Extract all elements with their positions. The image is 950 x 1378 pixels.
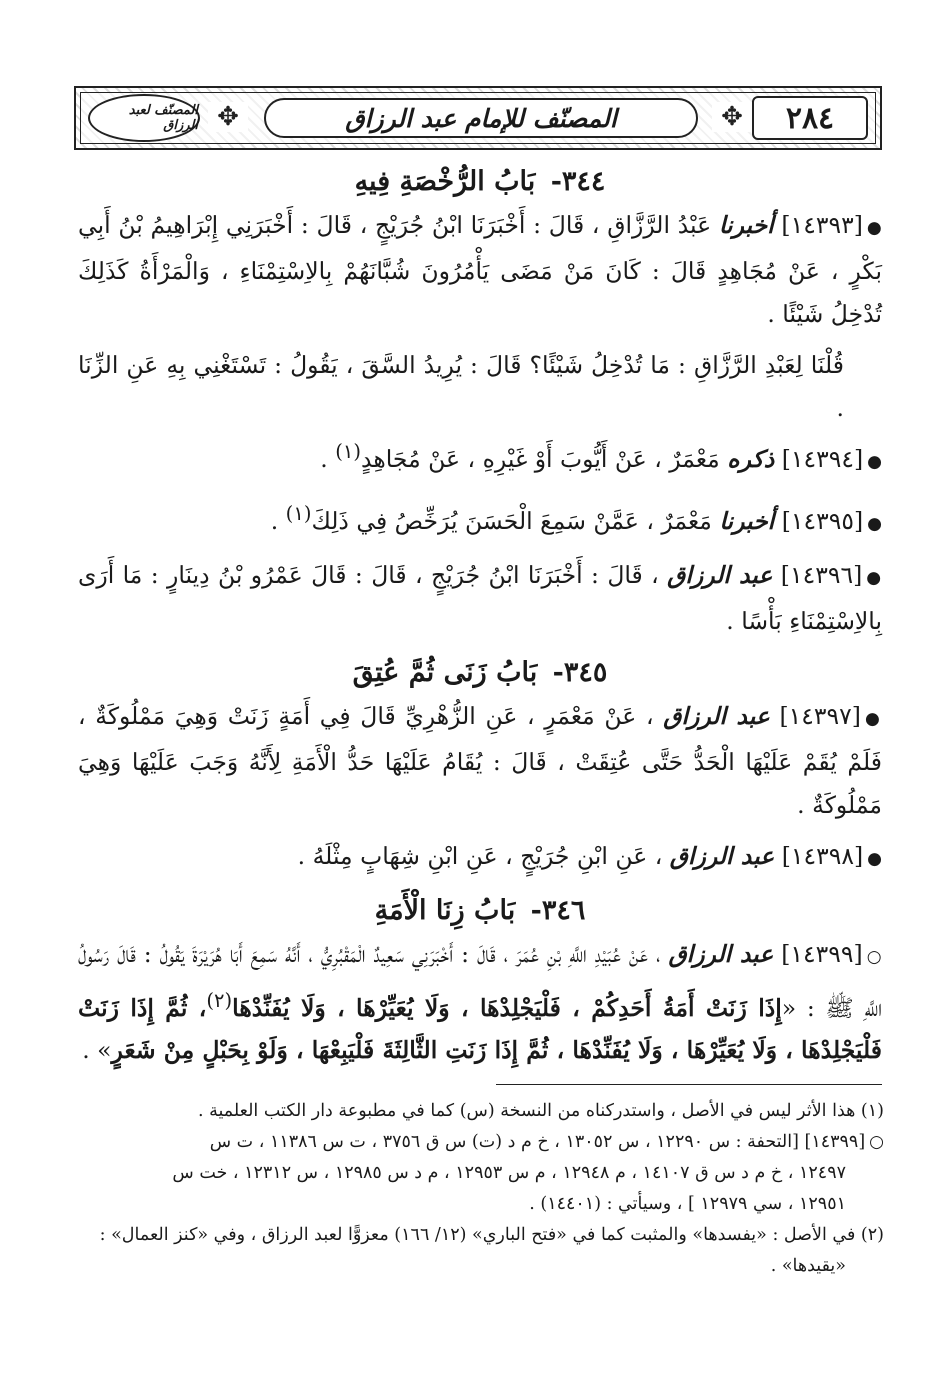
prophetic-text: إِذَا زَنَتْ أَمَةُ أَحَدِكُمْ ، فَلْيَجْلِدْهَا ، وَلَا يُعَيِّرْهَا ، وَلَا يُفَنِّدْهَا xyxy=(232,993,782,1022)
ornament-icon: ✥ xyxy=(208,102,248,132)
footnotes xyxy=(78,1096,884,1282)
book-seal xyxy=(88,94,200,142)
hadith-entry xyxy=(78,835,882,881)
hadith-number: [١٤٣٩٧] xyxy=(779,701,861,730)
chapter-number: ٣٤٦- xyxy=(530,894,586,926)
footnote-marker: (٢) xyxy=(206,988,233,1012)
hadith-text: مَعْمَرٌ ، عَنْ أَيُّوبَ أَوْ غَيْرِهِ ، عَنْ مُجَاهِدٍ xyxy=(361,444,720,473)
hadith-text: مَعْمَرٌ ، عَمَّنْ سَمِعَ الْحَسَنَ يُرَخِّصُ فِي ذَلِكَ xyxy=(311,506,712,535)
running-title-cartouche xyxy=(264,98,698,138)
isnad-lead: عبد الرزاق xyxy=(663,701,770,730)
filled-bullet-icon: ● xyxy=(866,218,882,238)
hadith-entry xyxy=(78,204,882,336)
hadith-number: [١٤٣٩٨] xyxy=(781,841,864,870)
hadith-text: ، قَالَ : أَخْبَرَنَا ابْنُ جُرَيْجٍ ، قَالَ : قَالَ عَمْرُو بْنُ دِينَارٍ : مَا أَرَى بِالاِسْتِمْنَاءِ بَأْسًا . xyxy=(78,560,882,635)
footnote-marker: (١) xyxy=(285,501,312,525)
ornament-icon: ✥ xyxy=(712,102,752,132)
hadith-number: [١٤٣٩٥] xyxy=(781,506,864,535)
hadith-entry xyxy=(78,933,882,1073)
hadith-text: عَبْدُ الرَّزَّاقِ ، قَالَ : أَخْبَرَنَا ابْنُ جُرَيْجٍ ، قَالَ : أَخْبَرَنِي إِبْرَاهِيمُ بْنُ أَبِي بَكْرٍ ، عَنْ مُجَاهِدٍ قَالَ : كَانَ مَنْ مَضَى يَأْمُرُونَ شُبَّانَهُمْ بِالاِسْتِمْنَاءِ ، وَالْمَرْأَةُ كَذَلِكَ تُدْخِلُ شَيْئًا . xyxy=(78,211,882,328)
chapter-number: ٣٤٥- xyxy=(552,656,608,688)
chapter-title: بَابُ زَنَى ثُمَّ عُتِقَ xyxy=(352,656,538,688)
chapter-title: بَابُ زِنَا الْأَمَةِ xyxy=(374,894,516,926)
hadith-text: ، عَنِ ابْنِ جُرَيْجٍ ، عَنِ ابْنِ شِهَابٍ مِثْلَهُ . xyxy=(297,841,663,870)
hadith-entry xyxy=(78,554,882,643)
filled-bullet-icon: ● xyxy=(864,708,882,729)
hadith-entry xyxy=(78,430,882,484)
chapter-heading xyxy=(78,889,882,933)
hadith-entry xyxy=(78,695,882,827)
page-number: ٢٨٤ xyxy=(785,100,835,136)
prophetic-text-continued: ، ثُمَّ إِذَا زَنَتْ فَلْيَجْلِدْهَا ، وَلَا يُعَيِّرْهَا ، وَلَا يُفَنِّدْهَا ، ثُمَّ إِذَا زَنَتِ الثَّالِثَةَ فَلْيَبِعْهَا ، وَلَوْ بِحَبْلٍ مِنْ شَعَرٍ xyxy=(78,993,882,1065)
hadith-number: [١٤٣٩٩] xyxy=(781,939,863,968)
chapter-heading xyxy=(78,651,882,695)
sentence-end: . xyxy=(270,506,286,535)
takhrij-note-line xyxy=(78,1127,884,1158)
footnote-2: (٢) في الأصل : «يفسدها» والمثبت كما في «فتح الباري» (١٢/ ١٦٦) معزوًّا لعبد الرزاق ، وفي «كنز العمال» : xyxy=(99,1225,884,1245)
isnad-lead: أخبرنا xyxy=(719,506,775,535)
hadith-number: [١٤٣٩٣] xyxy=(781,211,863,239)
hadith-number: [١٤٣٩٤] xyxy=(781,444,864,473)
isnad-lead: عبد الرزاق xyxy=(667,560,773,589)
footnote-divider xyxy=(496,1084,882,1085)
hollow-bullet-icon: ○ xyxy=(869,1132,884,1152)
footnote-1: (١) هذا الأثر ليس في الأصل ، واستدركناه من النسخة (س) كما في مطبوعة دار الكتب العلمية . xyxy=(197,1101,884,1121)
hadith-text: ، عَنْ مَعْمَرٍ ، عَنِ الزُّهْرِيِّ قَالَ فِي أَمَةٍ زَنَتْ وَهِيَ مَمْلُوكَةٌ ، فَلَمْ يُقَمْ عَلَيْهَا الْحَدُّ حَتَّى عُتِقَتْ ، قَالَ : يُقَامُ عَلَيْهَا حَدُّ الْأَمَةِ لِأَنَّهُ وَجَبَ عَلَيْهَا وَهِيَ مَمْلُوكَةٌ . xyxy=(78,701,882,819)
isnad-lead: ذكره xyxy=(727,444,775,473)
isnad-lead: عبد الرزاق xyxy=(669,841,775,870)
filled-bullet-icon: ● xyxy=(867,451,882,472)
page-number-box xyxy=(752,96,868,140)
chapter-number: ٣٤٤- xyxy=(550,166,606,197)
commentary-paragraph xyxy=(78,344,882,430)
chapter-title: بَابُ الرُّخْصَةِ فِيهِ xyxy=(354,166,536,197)
main-text xyxy=(78,160,882,1072)
hadith-entry xyxy=(78,492,882,546)
hollow-bullet-icon: ○ xyxy=(866,946,882,967)
filled-bullet-icon: ● xyxy=(867,513,882,534)
quote-close: » . xyxy=(82,1036,112,1065)
seal-text: المصنّف لعبد الرزاق xyxy=(128,103,198,133)
filled-bullet-icon: ● xyxy=(867,848,882,869)
page-header xyxy=(74,86,882,150)
filled-bullet-icon: ● xyxy=(866,567,882,588)
takhrij-text: [١٤٣٩٩] [التحفة : س ١٢٢٩٠ ، س ١٣٠٥٢ ، خ م د (ت) س ق ٣٧٥٦ ، ت س ١١٣٨٦ ، ت س xyxy=(209,1132,866,1152)
running-title: المصنّف للإمام عبد الرزاق xyxy=(345,103,617,133)
footnote-marker: (١) xyxy=(335,440,362,463)
isnad-lead: عبد الرزاق xyxy=(668,939,774,968)
hadith-number: [١٤٣٩٦] xyxy=(780,560,863,589)
chapter-heading xyxy=(78,160,882,204)
commentary-text: قُلْنَا لِعَبْدِ الرَّزَّاقِ : مَا تُدْخِلُ شَيْئًا؟ قَالَ : يُرِيدُ السَّقَ ، يَقُولُ : تَسْتَغْنِي بِهِ عَنِ الزِّنَا . xyxy=(78,351,844,422)
sentence-end: . xyxy=(320,444,336,473)
isnad-lead: أخبرنا xyxy=(718,211,774,239)
hadith-text: ، عَنْ عُبَيْدِ اللَّهِ بْنِ عُمَرَ ، قَالَ : أَخْبَرَنِي سَعِيدٌ الْمَقْبُرِيُّ ، أَنَّهُ سَمِعَ أَبَا هُرَيْرَةَ يَقُولُ : قَالَ رَسُولُ اللَّهِ ﷺ : « xyxy=(78,939,883,1022)
footnote-2-continued: «يقيدها» . xyxy=(770,1256,846,1276)
takhrij-note-line: ١٢٤٩٧ ، خ م د س ق ١٤١٠٧ ، م ١٢٩٤٨ ، م س ١٢٩٥٣ ، م د س ١٢٩٨٥ ، س ١٢٣١٢ ، خت س xyxy=(172,1163,846,1183)
takhrij-note-line: ١٢٩٥١ ، سي ١٢٩٧٩ ] ، وسيأتي : (١٤٤٠١) . xyxy=(529,1194,846,1214)
